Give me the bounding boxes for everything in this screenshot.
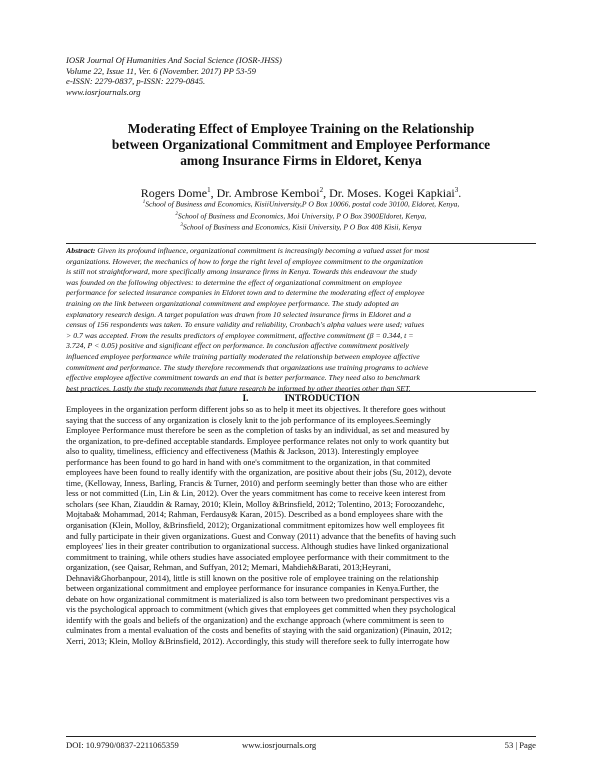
body-line: vis the psychological approach to commitment (which gives that employees get committed when they psychological bbox=[66, 605, 456, 615]
footer-doi: DOI: 10.9790/0837-2211065359 bbox=[66, 740, 179, 750]
body-line: performance has been found to go hard in hand with one's commitment to the organization, in that commited bbox=[66, 457, 431, 467]
body-line: the organization, to pre-defined acceptable standards. Employee performance relates not only to work quantity but bbox=[66, 436, 450, 446]
body-line: commitment to training, while others studies have associated employee performance with their commitment to the bbox=[66, 552, 450, 562]
abstract-line: best practices. Lastly the study recommends that future research be informed by other theories other than SET. bbox=[66, 383, 411, 393]
abstract-line: Abstract: Given its profound influence, organizational commitment is increasingly becoming a valued asset for most bbox=[66, 246, 430, 255]
title-line: between Organizational Commitment and Employee Performance bbox=[111, 137, 491, 153]
paper-title bbox=[66, 121, 536, 170]
affiliation: $^1$School of Business and Economics, KisiiUniversity,P O Box 10066, postal code 30100, Eldoret, Kenya, bbox=[142, 199, 460, 209]
body-line: debate on how organizational commitment is materialized is also torn between two predominant perspectives vis a bbox=[66, 594, 450, 604]
body-line: less or not committed (Lin, Lin & Lin, 2012). Over the years commitment has come to receive keen interest from bbox=[66, 489, 446, 499]
abstract-bottom-rule bbox=[66, 391, 536, 392]
abstract-top-rule bbox=[66, 243, 536, 244]
journal-issn: e-ISSN: 2279-0837, p-ISSN: 2279-0845. bbox=[66, 76, 206, 87]
footer-rule bbox=[66, 736, 536, 737]
author: Dr. Ambrose Kemboi$^2$, bbox=[216, 186, 330, 200]
body-line: saying that the success of any organization is closely knit to the job performance of its employees.Seemingly bbox=[66, 415, 431, 425]
body-line: Dehnavi&Ghorbanpour, 2014), little is still known on the positive role of employee training on the relationship bbox=[66, 573, 439, 583]
footer-website: www.iosrjournals.org bbox=[242, 740, 317, 750]
abstract-label: Abstract: bbox=[66, 246, 96, 255]
body-line: employees' lies in their greater contribution to organizational success. Although studies have linked organizational bbox=[66, 542, 449, 552]
body-line: and fully participate in their given organizations. Guest and Conway (2011) advance that the benefits of having such bbox=[66, 531, 456, 541]
journal-website: www.iosrjournals.org bbox=[66, 86, 141, 97]
body-line: time, (Kelloway, Inness, Barling, Francis & Turner, 2010) and perform seemingly better than those who are either bbox=[66, 478, 448, 488]
abstract-line: is still not straightforward, more specifically among insurance firms in Kenya. Towards this endeavour the study bbox=[66, 267, 417, 277]
body-line: scholars (see Khan, Ziauddin & Ramay, 2010; Klein, Molloy &Brinsfield, 2012; Tolentino, 2013; Foroozandehc, bbox=[66, 499, 445, 509]
journal-volume: Volume 22, Issue 11, Ver. 6 (November. 2017) PP 53-59 bbox=[66, 65, 256, 76]
section-heading bbox=[66, 394, 536, 405]
body-line: employees have been found to really identify with the organization, are positive about their jobs (Su, 2012), devote bbox=[66, 468, 452, 478]
abstract-line: commitment and performance. The study therefore recommends that organizations use training programs to achieve bbox=[66, 362, 429, 372]
abstract-line: explanatory research design. A target population was drawn from 10 selected insurance firms in Eldoret and a bbox=[66, 309, 411, 319]
section-title: INTRODUCTION bbox=[284, 394, 360, 404]
body-line: Employee Performance must therefore be seen as the completion of tasks by an individual, as set and measured by bbox=[66, 426, 450, 436]
abstract-line: influenced employee performance while training partially moderated the relationship between employee affective bbox=[66, 351, 420, 361]
title-line: Moderating Effect of Employee Training on the Relationship bbox=[127, 121, 475, 136]
abstract-line: 3.724, P < 0.05) positive and significant effect on performance. In conclusion affective commitment positively bbox=[66, 341, 409, 351]
abstract-line: effective employee affective commitment towards an end that is better performance. They need also to benchmark bbox=[66, 373, 420, 383]
body-line: also to quality, timeliness, efficiency and effectiveness (Mathis & Jackson, 2013). Interestingly employee bbox=[66, 447, 419, 457]
body-line: between organizational commitment and employee performance for insurance companies in Kenya.Further, the bbox=[66, 584, 439, 594]
abstract bbox=[66, 246, 536, 394]
journal-header bbox=[66, 55, 536, 97]
abstract-line: > 0.7 was accepted. From the results predictors of employee commitment, affective commitment (β = 0.344, t = bbox=[66, 330, 414, 340]
abstract-line: performance for selected insurance companies in Eldoret town and to determine the moderating effect of employee bbox=[66, 288, 425, 298]
author: Rogers Dome$^1$, bbox=[140, 186, 217, 200]
body-line: Employees in the organization perform different jobs so as to help it meet its objectives. It therefore goes without bbox=[66, 405, 446, 414]
body-line: Mojtaba& Mohammad, 2014; Rahman, Ferdausy& Karan, 2015). Described as a bond employees share with the bbox=[66, 510, 443, 520]
abstract-line: was founded on the following objectives: to determine the effect of organizational commitment on employee bbox=[66, 277, 402, 287]
section-number: I. bbox=[242, 394, 249, 404]
body-text bbox=[66, 405, 536, 648]
affiliation: $^3$School of Business and Economics, Kisii University, P O Box 408 Kisii, Kenya bbox=[180, 223, 422, 232]
affiliation: $^2$School of Business and Economics, Moi University, P O Box 3900Eldoret, Kenya, bbox=[175, 211, 427, 221]
body-line: organisation (Klein, Molloy, &Brinsfield, 2012); Organizational commitment epitomizes how well employees fit bbox=[66, 521, 445, 531]
body-line: organization, (see Qaisar, Rehman, and Suffyan, 2012; Memari, Mahdieh&Barati, 2013;Heyrani, bbox=[66, 563, 391, 573]
body-line: Xerri, 2013; Klein, Molloy &Brinsfield, 2012). Accordingly, this study will therefore seek to fully interrogate how bbox=[66, 637, 450, 647]
title-line: among Insurance Firms in Eldoret, Kenya bbox=[180, 153, 422, 169]
abstract-line: organizations. However, the mechanics of how to forge the right level of employee commitment to the organization bbox=[66, 256, 423, 266]
affiliations bbox=[66, 198, 536, 233]
abstract-line: training on the link between organizational commitment and employee performance. The study adopted an bbox=[66, 298, 399, 308]
author: Dr. Moses. Kogei Kapkiai$^3$. bbox=[329, 186, 462, 200]
body-line: culminates from a mental evaluation of the costs and benefits of staying with the said organization) (Pinauin, 2012; bbox=[66, 626, 452, 636]
body-line: identify with the goals and beliefs of the organization) and the exchange approach (where commitment is seen to bbox=[66, 615, 444, 625]
journal-name: IOSR Journal Of Humanities And Social Science (IOSR-JHSS) bbox=[66, 55, 282, 65]
abstract-line: census of 156 respondents was taken. To ensure validity and reliability, Cronbach's alpha values were used; values bbox=[66, 320, 425, 330]
page-number: 53 | Page bbox=[504, 740, 536, 750]
